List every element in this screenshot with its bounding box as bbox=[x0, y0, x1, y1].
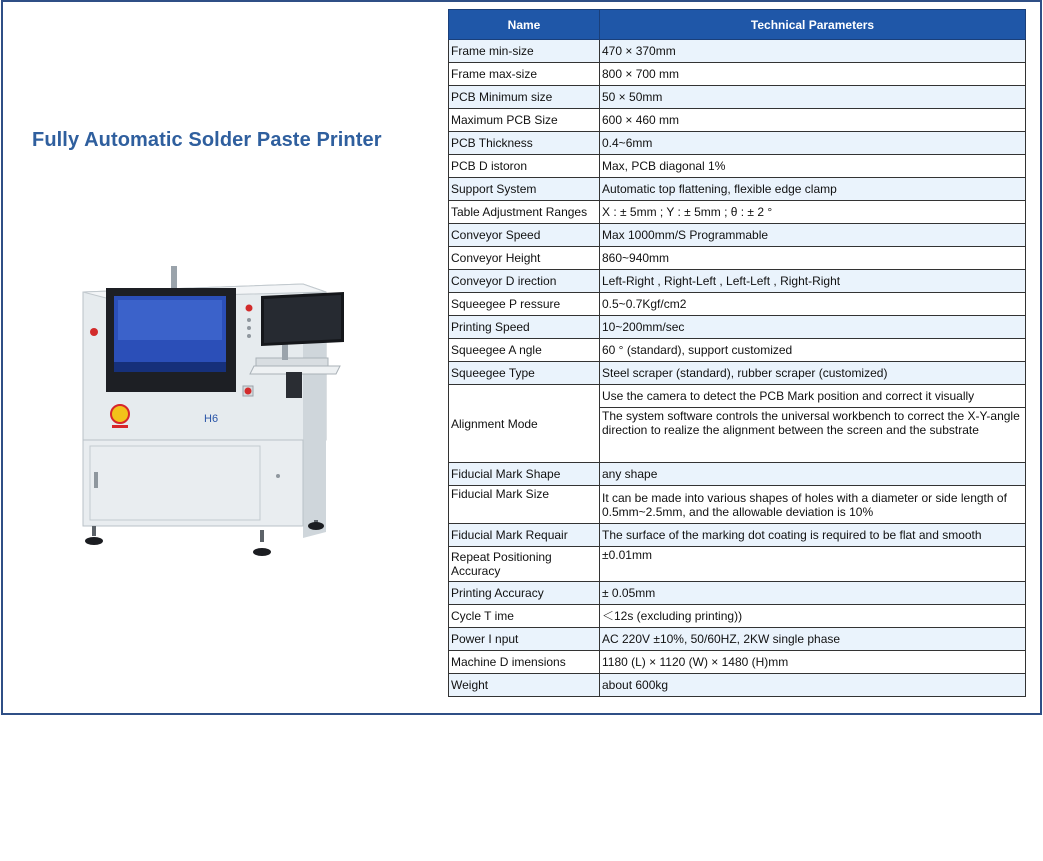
param-value: The surface of the marking dot coating is required to be flat and smooth bbox=[600, 524, 1026, 547]
param-name: Frame min-size bbox=[449, 40, 600, 63]
param-value: Max, PCB diagonal 1% bbox=[600, 155, 1026, 178]
param-value: 10~200mm/sec bbox=[600, 316, 1026, 339]
product-title: Fully Automatic Solder Paste Printer bbox=[32, 129, 382, 151]
param-value: The system software controls the universal workbench to correct the X-Y-angle direction to realize the alignment between the screen and the substrate bbox=[600, 408, 1026, 463]
param-value: 600 × 460 mm bbox=[600, 109, 1026, 132]
table-row bbox=[449, 155, 1026, 178]
param-name: Squeegee P ressure bbox=[449, 293, 600, 316]
table-row bbox=[449, 132, 1026, 155]
table-row bbox=[449, 247, 1026, 270]
param-value: 60 ° (standard), support customized bbox=[600, 339, 1026, 362]
technical-parameters-table bbox=[448, 9, 1026, 697]
param-value: 0.4~6mm bbox=[600, 132, 1026, 155]
table-row bbox=[449, 339, 1026, 362]
table-row bbox=[449, 582, 1026, 605]
param-name: Weight bbox=[449, 674, 600, 697]
param-name: Squeegee Type bbox=[449, 362, 600, 385]
param-value: 800 × 700 mm bbox=[600, 63, 1026, 86]
param-value: about 600kg bbox=[600, 674, 1026, 697]
param-value: 1180 (L) × 1120 (W) × 1480 (H)mm bbox=[600, 651, 1026, 674]
param-value: Use the camera to detect the PCB Mark position and correct it visually bbox=[600, 385, 1026, 408]
param-value: X : ± 5mm ; Y : ± 5mm ; θ : ± 2 ° bbox=[600, 201, 1026, 224]
param-value: 470 × 370mm bbox=[600, 40, 1026, 63]
table-row bbox=[449, 651, 1026, 674]
table-row bbox=[449, 628, 1026, 651]
table-row bbox=[449, 224, 1026, 247]
param-name: Frame max-size bbox=[449, 63, 600, 86]
param-name: Squeegee A ngle bbox=[449, 339, 600, 362]
param-name: Maximum PCB Size bbox=[449, 109, 600, 132]
param-name: Machine D imensions bbox=[449, 651, 600, 674]
param-value: Max 1000mm/S Programmable bbox=[600, 224, 1026, 247]
header-name: Name bbox=[449, 10, 600, 40]
param-name: PCB Thickness bbox=[449, 132, 600, 155]
param-value: Steel scraper (standard), rubber scraper (customized) bbox=[600, 362, 1026, 385]
param-name: Conveyor Speed bbox=[449, 224, 600, 247]
param-name: Fiducial Mark Shape bbox=[449, 463, 600, 486]
machine-model-label: H6 bbox=[204, 413, 219, 425]
param-value: any shape bbox=[600, 463, 1026, 486]
solder-paste-printer-image bbox=[78, 262, 350, 562]
table-row bbox=[449, 201, 1026, 224]
table-row bbox=[449, 86, 1026, 109]
table-row bbox=[449, 178, 1026, 201]
param-name: Fiducial Mark Requair bbox=[449, 524, 600, 547]
param-name: Conveyor D irection bbox=[449, 270, 600, 293]
param-value: Automatic top flattening, flexible edge clamp bbox=[600, 178, 1026, 201]
param-name: Cycle T ime bbox=[449, 605, 600, 628]
param-value: AC 220V ±10%, 50/60HZ, 2KW single phase bbox=[600, 628, 1026, 651]
table-row-alignment bbox=[449, 385, 1026, 408]
table-row bbox=[449, 547, 1026, 582]
table-row bbox=[449, 293, 1026, 316]
param-value: ±0.01mm bbox=[600, 547, 1026, 582]
param-name: PCB Minimum size bbox=[449, 86, 600, 109]
param-name: Table Adjustment Ranges bbox=[449, 201, 600, 224]
table-row bbox=[449, 605, 1026, 628]
param-name: Conveyor Height bbox=[449, 247, 600, 270]
table-row bbox=[449, 109, 1026, 132]
table-row bbox=[449, 270, 1026, 293]
param-value: 50 × 50mm bbox=[600, 86, 1026, 109]
table-row bbox=[449, 524, 1026, 547]
header-technical-parameters: Technical Parameters bbox=[600, 10, 1026, 40]
table-header-row bbox=[449, 10, 1026, 40]
param-value: 860~940mm bbox=[600, 247, 1026, 270]
table-row bbox=[449, 362, 1026, 385]
param-value: It can be made into various shapes of holes with a diameter or side length of 0.5mm~2.5mm, and the allowable deviation is 10% bbox=[600, 486, 1026, 524]
param-value: 0.5~0.7Kgf/cm2 bbox=[600, 293, 1026, 316]
param-name: Repeat Positioning Accuracy bbox=[449, 547, 600, 582]
param-value: Left-Right , Right-Left , Left-Left , Right-Right bbox=[600, 270, 1026, 293]
param-value: ＜12s (excluding printing)) bbox=[600, 605, 1026, 628]
param-name: Power I nput bbox=[449, 628, 600, 651]
param-name: Alignment Mode bbox=[449, 385, 600, 463]
table-row bbox=[449, 40, 1026, 63]
table-row bbox=[449, 486, 1026, 524]
param-name: Printing Accuracy bbox=[449, 582, 600, 605]
param-value: ± 0.05mm bbox=[600, 582, 1026, 605]
param-name: Fiducial Mark Size bbox=[449, 486, 600, 524]
table-row bbox=[449, 316, 1026, 339]
table-row bbox=[449, 63, 1026, 86]
table-row bbox=[449, 463, 1026, 486]
table-row bbox=[449, 674, 1026, 697]
param-name: Printing Speed bbox=[449, 316, 600, 339]
param-name: PCB D istoron bbox=[449, 155, 600, 178]
param-name: Support System bbox=[449, 178, 600, 201]
